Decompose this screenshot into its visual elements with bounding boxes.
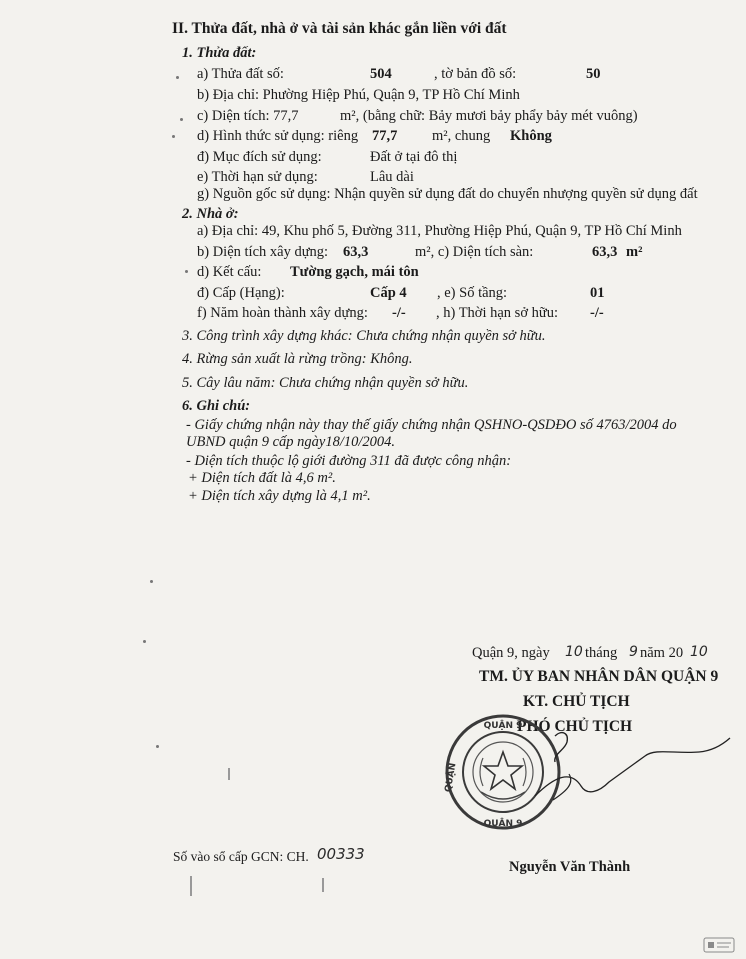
land-area-words: m², (bằng chữ: Bảy mươi bảy phẩy bảy mét vuông) [340, 108, 638, 124]
date-year-label: năm 20 [640, 645, 684, 661]
purpose-value: Đất ở tại đô thị [370, 149, 458, 165]
note-line-5: + Diện tích xây dựng là 4,1 m². [188, 488, 371, 504]
completion-value: -/- [392, 305, 406, 321]
usage-shared-value: Không [510, 128, 552, 144]
other-works: 3. Công trình xây dựng khác: Chưa chứng nhận quyền sở hữu. [182, 328, 546, 344]
ownership-term-value: -/- [590, 305, 604, 321]
usage-form-label: d) Hình thức sử dụng: riêng [197, 128, 359, 144]
scan-mark [228, 768, 230, 780]
grade-value: Cấp 4 [370, 285, 407, 301]
note-line-2: UBND quận 9 cấp ngày18/10/2004. [186, 434, 396, 450]
date-year-suffix: 10 [690, 644, 708, 660]
signer-name: Nguyễn Văn Thành [509, 859, 631, 875]
scan-mark [322, 878, 324, 892]
scan-mark [190, 876, 192, 896]
structure-value: Tường gạch, mái tôn [290, 264, 419, 280]
floors-value: 01 [590, 285, 605, 301]
scan-speck [176, 76, 179, 79]
date-day: 10 [565, 644, 583, 660]
registry-label: Số vào sổ cấp GCN: CH. [173, 849, 309, 864]
grade-label: đ) Cấp (Hạng): [197, 285, 285, 301]
scan-speck [156, 745, 159, 748]
on-behalf: KT. CHỦ TỊCH [523, 693, 630, 710]
seal-bottom-text: QUẬN 9 [483, 819, 523, 829]
usage-shared-label: m², chung [432, 128, 491, 144]
date-month-label: tháng [585, 645, 618, 661]
floor-area-unit: m² [626, 244, 643, 260]
purpose-label: đ) Mục đích sử dụng: [197, 149, 322, 165]
land-origin: g) Nguồn gốc sử dụng: Nhận quyền sử dụng đất do chuyển nhượng quyền sử dụng đất [197, 186, 698, 202]
map-number: 50 [586, 66, 601, 82]
section-title: II. Thửa đất, nhà ở và tài sản khác gắn liền với đất [172, 20, 507, 37]
forest: 4. Rừng sản xuất là rừng trồng: Không. [182, 351, 413, 367]
handwritten-signature-icon [525, 726, 735, 836]
completion-label: f) Năm hoàn thành xây dựng: [197, 305, 368, 321]
scanner-logo-icon [703, 937, 735, 953]
usage-private-area: 77,7 [372, 128, 398, 144]
parcel-number: 504 [370, 66, 392, 82]
scan-speck [180, 118, 183, 121]
perennial: 5. Cây lâu năm: Chưa chứng nhận quyền sở hữu. [182, 375, 469, 391]
floor-area-label: m², c) Diện tích sàn: [415, 244, 534, 260]
floors-label: , e) Số tầng: [437, 285, 508, 301]
built-area-value: 63,3 [343, 244, 369, 260]
issuing-org: TM. ỦY BAN NHÂN DÂN QUẬN 9 [479, 668, 719, 685]
scan-speck [143, 640, 146, 643]
parcel-label: a) Thửa đất số: [197, 66, 284, 82]
land-area: c) Diện tích: 77,7 [197, 108, 299, 124]
map-label: , tờ bản đồ số: [434, 66, 517, 82]
land-address: b) Địa chỉ: Phường Hiệp Phú, Quận 9, TP Hồ Chí Minh [197, 87, 520, 103]
floor-area-value: 63,3 [592, 244, 618, 260]
house-address: a) Địa chỉ: 49, Khu phố 5, Đường 311, Phường Hiệp Phú, Quận 9, TP Hồ Chí Minh [197, 223, 682, 239]
scan-speck [185, 270, 188, 273]
seal-left-text: QUẬN [443, 762, 459, 794]
note-line-1: - Giấy chứng nhận này thay thế giấy chứng nhận QSHNO-QSDĐO số 4763/2004 do [186, 417, 677, 433]
term-label: e) Thời hạn sử dụng: [197, 169, 318, 185]
structure-label: d) Kết cấu: [197, 264, 262, 280]
note-line-4: + Diện tích đất là 4,6 m². [188, 470, 336, 486]
date-month: 9 [629, 644, 638, 660]
land-heading: 1. Thửa đất: [182, 45, 257, 61]
signer-title: PHÓ CHỦ TỊCH [517, 718, 633, 735]
term-value: Lâu dài [370, 169, 414, 185]
ownership-term-label: , h) Thời hạn sở hữu: [436, 305, 559, 321]
scan-speck [150, 580, 153, 583]
built-area-label: b) Diện tích xây dựng: [197, 244, 329, 260]
seal-top-text: QUẬN 9 [483, 721, 523, 731]
house-heading: 2. Nhà ở: [182, 206, 239, 222]
note-line-3: - Diện tích thuộc lộ giới đường 311 đã được công nhận: [186, 453, 512, 469]
notes-heading: 6. Ghi chú: [182, 398, 251, 414]
scan-speck [172, 135, 175, 138]
date-prefix: Quận 9, ngày [472, 645, 550, 661]
registry-number: 00333 [317, 845, 365, 863]
